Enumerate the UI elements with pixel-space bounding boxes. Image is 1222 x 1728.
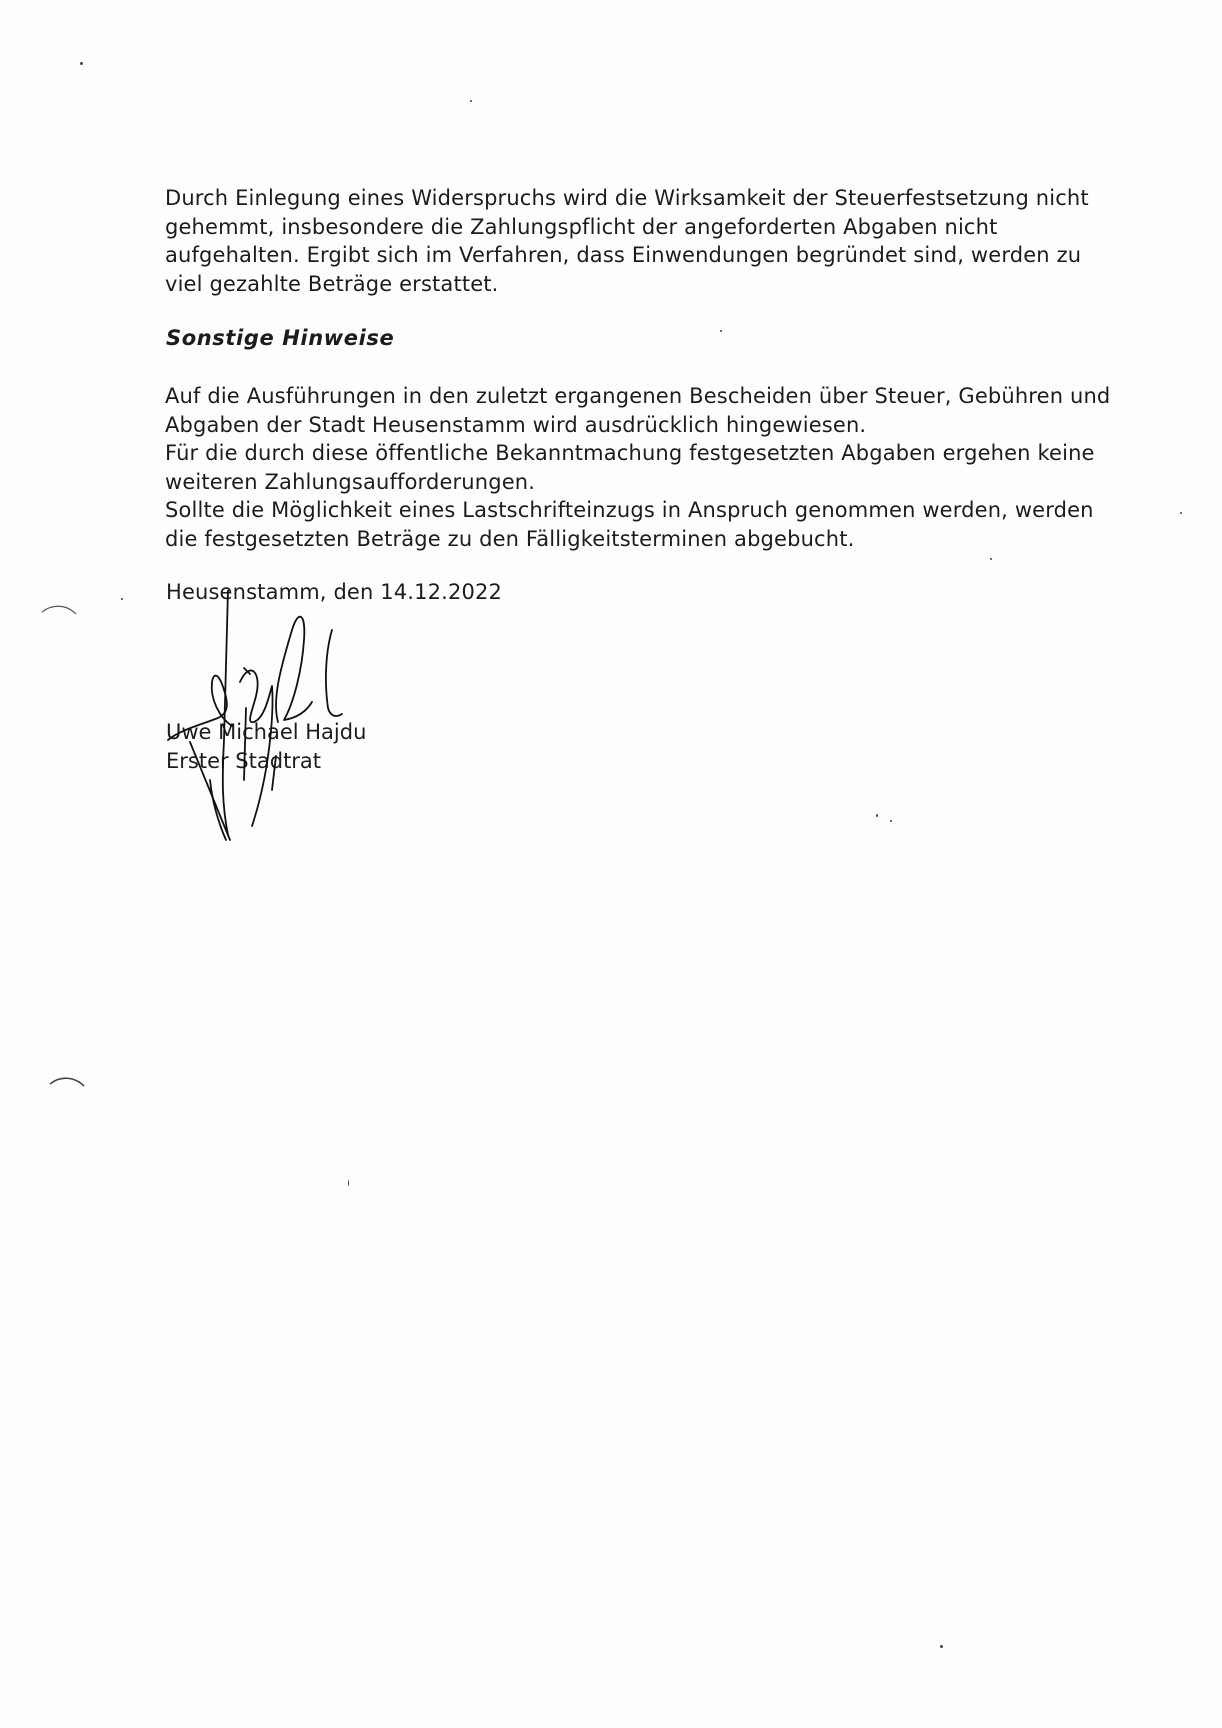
signature-stroke [168, 676, 232, 740]
signature-stroke [326, 630, 342, 716]
paragraph-line: Für die durch diese öffentliche Bekanntmachung festgesetzten Abgaben ergehen keine [165, 441, 1095, 465]
scan-speck [470, 100, 472, 102]
scan-speck [348, 1180, 349, 1186]
scan-speck [876, 814, 878, 817]
signature-stroke [272, 756, 276, 790]
paragraph-other-notes [165, 382, 1111, 553]
scan-speck [940, 1645, 943, 1648]
paragraph-line: viel gezahlte Beträge erstattet. [165, 271, 499, 296]
scan-speck [80, 62, 83, 65]
scan-artifact-mark [40, 600, 80, 620]
signature-stroke [244, 708, 246, 780]
paragraph-line: Abgaben der Stadt Heusenstamm wird ausdrücklich hingewiesen. [165, 412, 867, 437]
scan-speck [890, 820, 892, 822]
signature-stroke [276, 617, 312, 722]
handwritten-signature [160, 590, 380, 850]
paragraph-line: weiteren Zahlungsaufforderungen. [165, 469, 536, 494]
scan-speck [990, 558, 992, 560]
signer-title: Erster Stadtrat [166, 748, 322, 773]
paragraph-line: aufgehalten. Ergibt sich im Verfahren, dass Einwendungen begründet sind, werden zu [165, 243, 1082, 267]
scan-speck [720, 330, 722, 332]
paragraph-line: Auf die Ausführungen in den zuletzt ergangenen Bescheiden über Steuer, Gebühren und [165, 384, 1111, 408]
scan-speck [1180, 512, 1182, 514]
paragraph-line: Durch Einlegung eines Widerspruchs wird die Wirksamkeit der Steuerfestsetzung nicht [165, 186, 1089, 210]
paragraph-line: gehemmt, insbesondere die Zahlungspflicht der angeforderten Abgaben nicht [165, 214, 998, 239]
place-date: Heusenstamm, den 14.12.2022 [166, 580, 503, 604]
scan-speck [121, 598, 123, 600]
paragraph-line: Sollte die Möglichkeit eines Lastschrifteinzugs in Anspruch genommen werden, werden [165, 498, 1094, 522]
scan-artifact-mark [48, 1072, 88, 1092]
signer-name: Uwe Michael Hajdu [166, 720, 367, 744]
paragraph-objection-notice [165, 184, 1089, 298]
paragraph-line: die festgesetzten Beträge zu den Fälligkeitsterminen abgebucht. [165, 526, 855, 551]
section-heading: Sonstige Hinweise [166, 326, 395, 350]
